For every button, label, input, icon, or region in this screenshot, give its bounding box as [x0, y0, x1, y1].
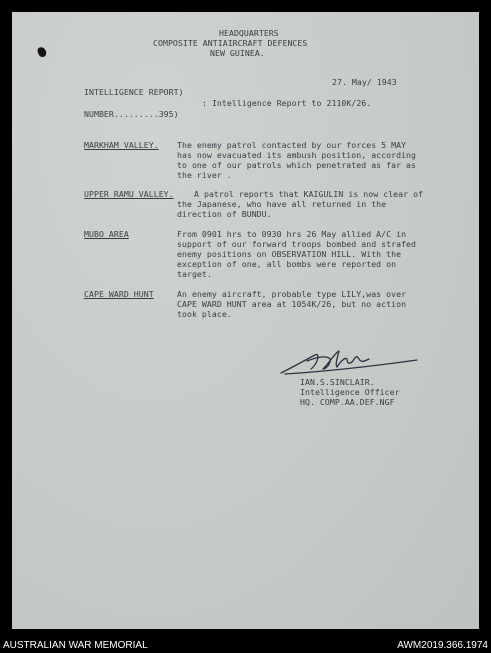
report-title: : Intelligence Report to 2110K/26.	[202, 98, 372, 108]
header-line-2: COMPOSITE ANTIAIRCRAFT DEFENCES	[153, 38, 308, 48]
section-line: has now evacuated its ambush position, according	[177, 150, 417, 160]
signatory-title: Intelligence Officer	[300, 387, 400, 397]
punch-hole	[37, 46, 48, 58]
footer-institution: AUSTRALIAN WAR MEMORIAL	[3, 640, 148, 651]
section-line: the Japanese, who have all returned in the	[177, 199, 387, 209]
section-place-cape-ward-hunt: CAPE WARD HUNT	[84, 289, 154, 299]
section-line: to one of our patrols which penetrated as far as	[177, 160, 417, 170]
header-line-1: HEADQUARTERS	[219, 28, 279, 38]
section-place-upper-ramu: UPPER RAMU VALLEY.	[84, 189, 174, 199]
section-line: exception of one, all bombs were reported on	[177, 259, 397, 269]
section-line: the river .	[177, 170, 232, 180]
report-number: NUMBER.........395)	[84, 109, 179, 119]
section-line: An enemy aircraft, probable type LILY,was over	[177, 289, 407, 299]
section-line: CAPE WARD HUNT area at 1054K/26, but no action	[177, 299, 407, 309]
section-line: direction of BUNDU.	[177, 209, 272, 219]
header-line-3: NEW GUINEA.	[210, 48, 265, 58]
section-line: took place.	[177, 309, 232, 319]
section-line: From 0901 hrs to 0930 hrs 26 May allied A/C in	[177, 229, 407, 239]
section-line: The enemy patrol contacted by our forces 5 MAY	[177, 140, 407, 150]
section-place-mubo: MUBO AREA	[84, 229, 129, 239]
section-place-markham: MARKHAM VALLEY.	[84, 140, 159, 150]
handwritten-signature	[277, 347, 427, 379]
signatory-unit: HQ. COMP.AA.DEF.NGF	[300, 397, 395, 407]
section-line: enemy positions on OBSERVATION HILL. With the	[177, 249, 402, 259]
section-line: A patrol reports that KAIGULIN is now clear of	[194, 189, 424, 199]
report-date: 27. May/ 1943	[332, 77, 397, 87]
section-line: target.	[177, 269, 212, 279]
section-line: support of our forward troops bombed and strafed	[177, 239, 417, 249]
footer-accession-number: AWM2019.366.1974	[397, 640, 488, 651]
report-label: INTELLIGENCE REPORT)	[84, 87, 184, 97]
document-page	[12, 12, 479, 629]
signatory-name: IAN.S.SINCLAIR.	[300, 377, 375, 387]
